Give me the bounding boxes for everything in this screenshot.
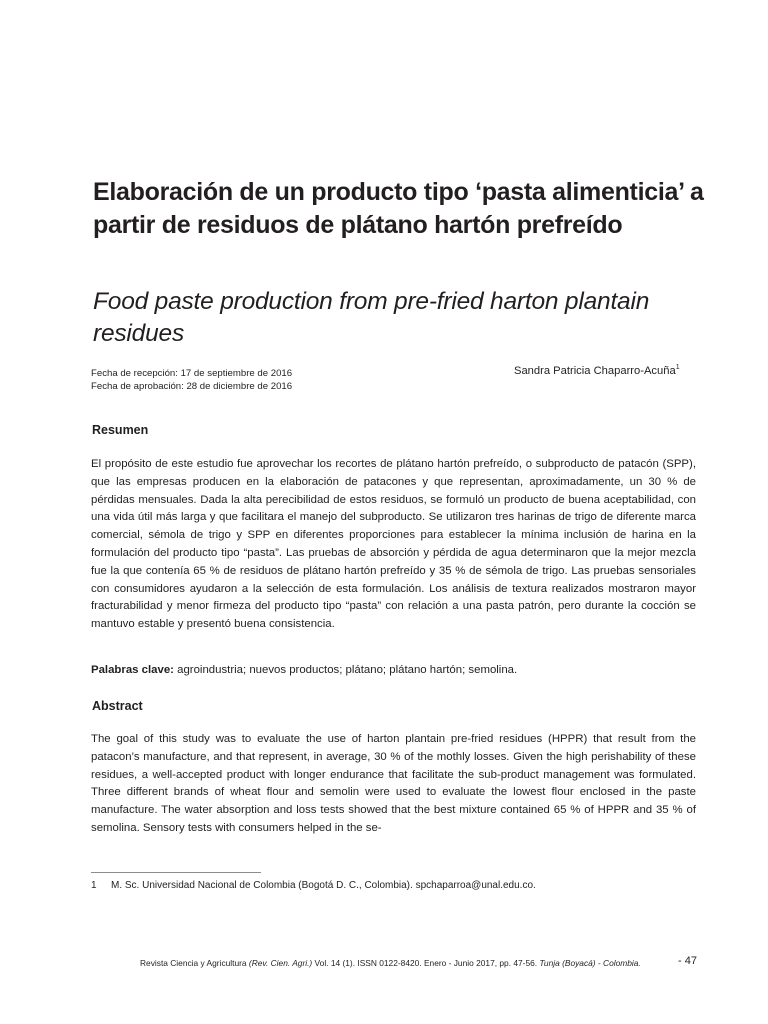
footer-details: Vol. 14 (1). ISSN 0122-8420. Enero - Junio 2017, pp. 47-56. [312,958,540,968]
footnote-number: 1 [91,880,97,891]
resumen-heading: Resumen [92,423,149,437]
abstract-heading: Abstract [92,699,143,713]
abstract-text: The goal of this study was to evaluate the use of harton plantain pre-fried residues (HPPR) that result from the patacon’s manufacture, and that represent, in average, 30 % of the mothly losses. Given the high perishability of these residues, a well-accepted product with longer endurance that facilitate the sub-product management was formulated. Three different brands of wheat flour and semolin were used to evaluate the lowest flour enclosed in the paste manufacture. The water absorption and loss tests showed that the best mixture contained 65 % of HPPR and 35 % of semolina. Sensory tests with consumers helped in the se- [91,733,696,834]
article-title-spanish: Elaboración de un producto tipo ‘pasta alimenticia’ a partir de residuos de plátano hartón prefreído [93,178,704,239]
footnote-text: M. Sc. Universidad Nacional de Colombia (Bogotá D. C., Colombia). spchaparroa@unal.edu.co. [111,880,536,891]
footer-abbrev: (Rev. Cien. Agri.) [248,958,313,968]
author [514,364,680,377]
keywords [91,664,517,676]
footnote-divider [91,872,261,873]
footer-journal: Revista Ciencia y Agricultura [140,958,249,968]
author-name: Sandra Patricia Chaparro-Acuña [514,365,676,377]
keywords-text: agroindustria; nuevos productos; plátano; plátano hartón; semolina. [173,664,518,676]
received-date: Fecha de recepción: 17 de septiembre de 2016 [91,368,293,379]
footnote [91,880,536,891]
page-number: - 47 [678,955,697,967]
journal-footer [140,958,641,968]
author-footnote-mark: 1 [675,364,680,371]
keywords-label: Palabras clave: [91,664,174,676]
article-title-english: Food paste production from pre-fried harton plantain residues [93,288,650,347]
approved-date: Fecha de aprobación: 28 de diciembre de 2016 [91,381,293,392]
footer-place: Tunja (Boyacá) - Colombia. [539,958,641,968]
resumen-text: El propósito de este estudio fue aprovechar los recortes de plátano hartón prefreído, o subproducto de patacón (SPP), que las empresas producen en la elaboración de patacones y que representan, aproximadamente, un 30 % de pérdidas mensuales. Dada la alta perecibilidad de estos residuos, se formuló un producto de buena aceptabilidad, con una vida útil más larga y que facilitara el manejo del subproducto. Se utilizaron tres harinas de trigo de diferente marca comercial, sémola de trigo y SPP en diferentes proporciones para establecer la mínima inclusión de harina en la formulación del producto tipo “pasta”. Las pruebas de absorción y pérdida de agua determinaron que la mejor mezcla fue la que contenía 65 % de residuos de plátano hartón prefreído y 35 % de sémola de trigo. Las pruebas sensoriales con consumidores ayudaron a la selección de esta formulación. Los análisis de textura realizados mostraron mayor fracturabilidad y menor firmeza del producto tipo “pasta” con relación a una pasta patrón, pero durante la cocción se mantuvo estable y presentó buena consistencia. [91,458,696,631]
dates-block [91,367,292,393]
